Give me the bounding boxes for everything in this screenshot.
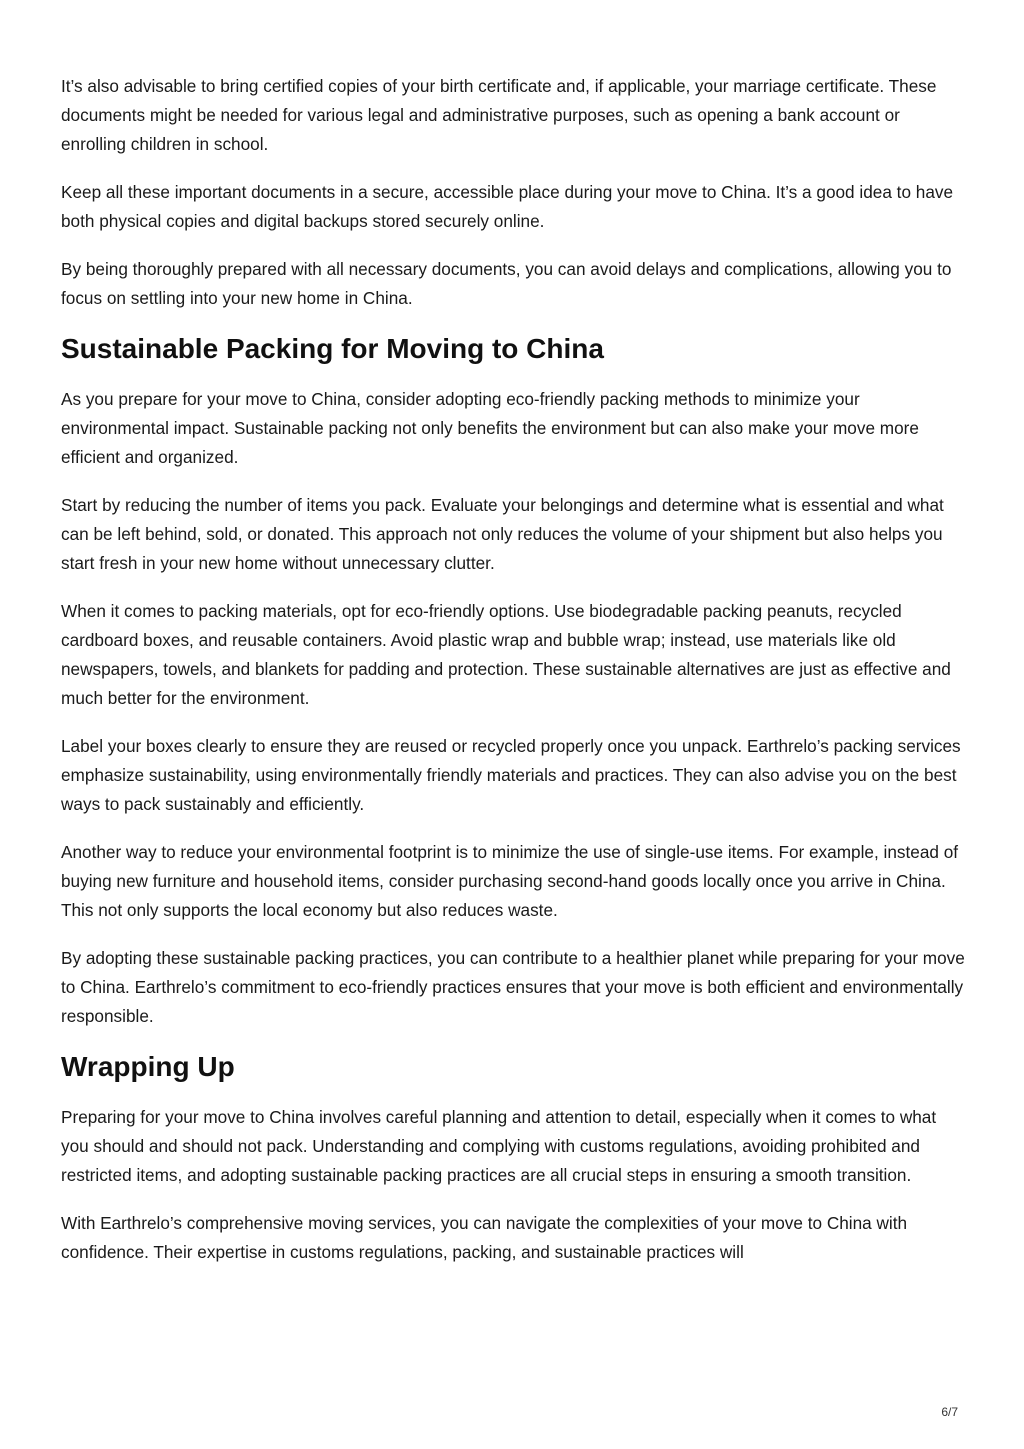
section-heading-wrapping-up: Wrapping Up [61,1051,235,1082]
intro-paragraph-2: Keep all these important documents in a secure, accessible place during your move to China. It’s a good idea to have both physical copies and digital backups stored securely online. [61,182,954,231]
document-page [61,72,966,1286]
wrapping-paragraph-1: Preparing for your move to China involves careful planning and attention to detail, especially when it comes to what you should and should not pack. Understanding and complying with customs regulations, avoiding prohibited and restricted items, and adopting sustainable packing practices are all crucial steps in ensuring a smooth transition. [61,1107,937,1185]
sustainable-paragraph-1: As you prepare for your move to China, consider adopting eco-friendly packing methods to minimize your environmental impact. Sustainable packing not only benefits the environment but can also make your move more efficient and organized. [61,389,919,467]
intro-paragraph-3: By being thoroughly prepared with all necessary documents, you can avoid delays and complications, allowing you to focus on settling into your new home in China. [61,259,952,308]
section-heading-sustainable-packing: Sustainable Packing for Moving to China [61,333,604,364]
sustainable-paragraph-6: By adopting these sustainable packing practices, you can contribute to a healthier planet while preparing for your move to China. Earthrelo’s commitment to eco-friendly practices ensures that your move is both efficient and environmentally responsible. [61,948,965,1026]
sustainable-paragraph-5: Another way to reduce your environmental footprint is to minimize the use of single-use items. For example, instead of buying new furniture and household items, consider purchasing second-hand goods locally once you arrive in China. This not only supports the local economy but also reduces waste. [61,842,959,920]
sustainable-paragraph-2: Start by reducing the number of items you pack. Evaluate your belongings and determine what is essential and what can be left behind, sold, or donated. This approach not only reduces the volume of your shipment but also helps you start fresh in your new home without unnecessary clutter. [61,495,944,573]
sustainable-paragraph-4: Label your boxes clearly to ensure they are reused or recycled properly once you unpack. Earthrelo’s packing services emphasize sustainability, using environmentally friendly materials and practices. They can also advise you on the best ways to pack sustainably and efficiently. [61,736,961,814]
intro-paragraph-1: It’s also advisable to bring certified copies of your birth certificate and, if applicable, your marriage certificate. These documents might be needed for various legal and administrative purposes, such as opening a bank account or enrolling children in school. [61,76,937,154]
sustainable-paragraph-3: When it comes to packing materials, opt for eco-friendly options. Use biodegradable packing peanuts, recycled cardboard boxes, and reusable containers. Avoid plastic wrap and bubble wrap; instead, use materials like old newspapers, towels, and blankets for padding and protection. These sustainable alternatives are just as effective and much better for the environment. [61,601,951,708]
wrapping-paragraph-2: With Earthrelo’s comprehensive moving services, you can navigate the complexities of your move to China with confidence. Their expertise in customs regulations, packing, and sustainable practices will [61,1213,908,1262]
page-number: 6/7 [941,1405,958,1419]
